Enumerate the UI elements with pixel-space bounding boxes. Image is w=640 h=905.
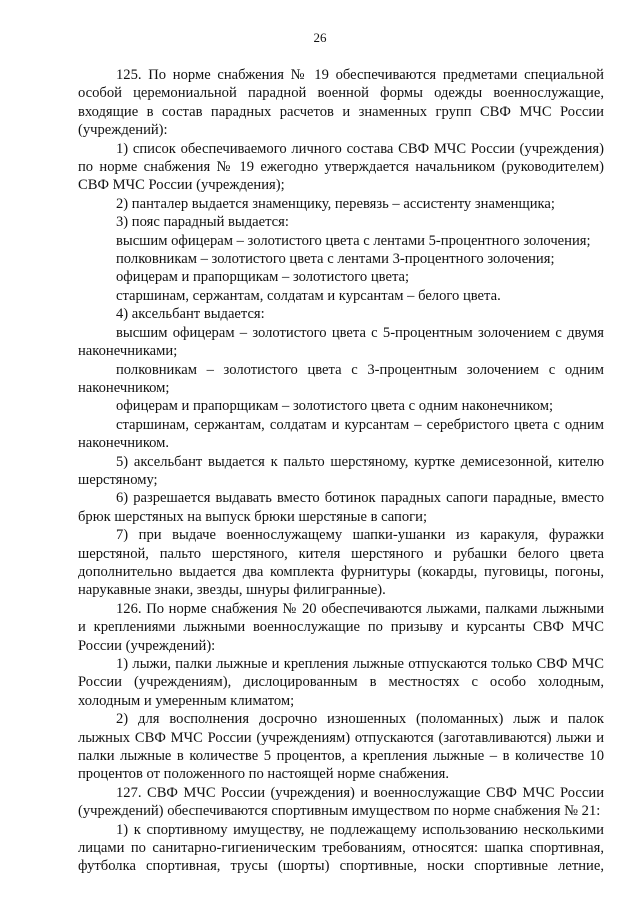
list-item: 4) аксельбант выдается: [116, 306, 265, 323]
list-item: 1) к спортивному имуществу, не подлежащему использованию несколькими лицами по санитарно-гигиеническим требованиям, относятся: шапка спортивная, футболка спортивная, трусы (шорты) спортивные, носки спортивные летние, [78, 821, 604, 875]
list-subitem: старшинам, сержантам, солдатам и курсантам – белого цвета. [116, 287, 501, 304]
list-item: 5) аксельбант выдается к пальто шерстяному, куртке демисезонной, кителю шерстяному; [78, 453, 604, 488]
list-subitem: офицерам и прапорщикам – золотистого цвета; [116, 269, 410, 286]
list-item: 2) для восполнения досрочно изношенных (поломанных) лыж и палок лыжных СВФ МЧС России (учреждениям) отпускаются (заготавливаются) лыжи и палки лыжные в количестве 5 процентов, а крепления лыжные – в количестве 10 процентов от положенного по настоящей норме снабжения. [78, 711, 604, 783]
list-subitem: офицерам и прапорщикам – золотистого цвета с одним наконечником; [116, 398, 554, 415]
list-subitem: полковникам – золотистого цвета с лентами 3-процентного золочения; [116, 251, 555, 268]
list-subitem: высшим офицерам – золотистого цвета с 5-процентным золочением с двумя наконечниками; [78, 324, 604, 360]
list-item: 3) пояс парадный выдается: [116, 214, 289, 231]
list-subitem: высшим офицерам – золотистого цвета с лентами 5-процентного золочения; [116, 232, 591, 249]
list-item: 2) панталер выдается знаменщику, перевязь – ассистенту знаменщика; [116, 195, 555, 212]
list-subitem: полковникам – золотистого цвета с 3-процентным золочением с одним наконечником; [78, 361, 604, 396]
page-number: 26 [313, 30, 327, 45]
list-item: 6) разрешается выдавать вместо ботинок парадных сапоги парадные, вместо брюк шерстяных на выпуск брюки шерстяные в сапоги; [78, 490, 604, 525]
paragraph-127: 127. СВФ МЧС России (учреждения) и военнослужащие СВФ МЧС России (учреждений) обеспечиваются спортивным имуществом по норме снабжения № 21: [78, 784, 604, 820]
paragraph-126: 126. По норме снабжения № 20 обеспечиваются лыжами, палками лыжными и креплениями лыжными военнослужащие по призыву и курсанты СВФ МЧС России (учреждений): [78, 600, 604, 654]
list-item: 1) лыжи, палки лыжные и крепления лыжные отпускаются только СВФ МЧС России (учреждениям), дислоцированным в местностях с особо холодным, холодным и умеренным климатом; [78, 656, 604, 709]
list-item: 1) список обеспечиваемого личного состава СВФ МЧС России (учреждения) по норме снабжения № 19 ежегодно утверждается начальником (руководителем) СВФ МЧС России (учреждения); [78, 140, 604, 194]
list-item: 7) при выдаче военнослужащему шапки-ушанки из каракуля, фуражки шерстяной, пальто шерстяного, кителя шерстяного и рубашки белого цвета дополнительно выдается два комплекта фурнитуры (кокарды, пуговицы, погоны, нарукавные знаки, звезды, шнуры филигранные). [78, 527, 604, 599]
document-body [78, 66, 604, 876]
paragraph-125: 125. По норме снабжения № 19 обеспечиваются предметами специальной особой церемониальной парадной военной формы одежды военнослужащие, входящие в состав парадных расчетов и знаменных групп СВФ МЧС России (учреждений): [78, 67, 604, 139]
list-subitem: старшинам, сержантам, солдатам и курсантам – серебристого цвета с одним наконечником. [78, 416, 604, 452]
